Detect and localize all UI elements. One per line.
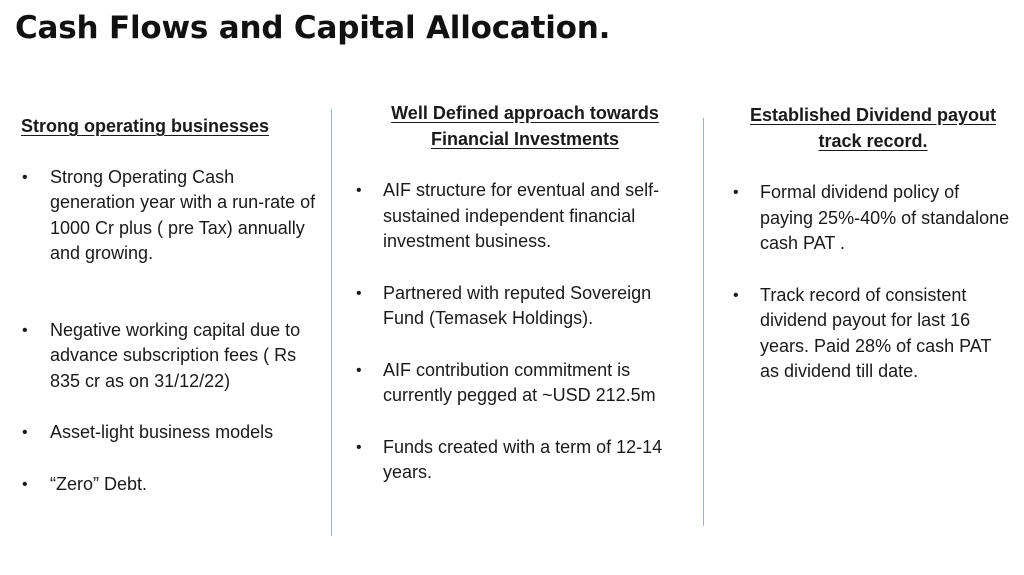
list-item — [21, 420, 321, 446]
list-item-text: AIF contribution commitment is currently pegged at ~USD 212.5m — [383, 359, 656, 405]
list-item-text: AIF structure for eventual and self-sustained independent financial investment business. — [383, 180, 660, 251]
list-item-text: Funds created with a term of 12-14 years. — [383, 436, 663, 482]
bullet-list — [21, 165, 321, 498]
bullet-icon: • — [356, 182, 362, 199]
list-item-text: Formal dividend policy of paying 25%-40% of standalone cash PAT . — [760, 182, 1010, 253]
list-item — [355, 281, 695, 332]
column-heading: Well Defined approach towards Financial Investments — [391, 103, 659, 149]
bullet-icon: • — [733, 286, 739, 304]
list-item — [732, 180, 1014, 257]
bullet-icon: • — [356, 361, 362, 379]
list-item-text: Partnered with reputed Sovereign Fund (Temasek Holdings). — [383, 282, 652, 328]
column-heading: Strong operating businesses — [21, 116, 270, 136]
list-item — [21, 472, 321, 498]
list-item — [355, 358, 695, 409]
slide-title: Cash Flows and Capital Allocation. — [15, 10, 611, 46]
list-item — [21, 165, 321, 267]
bullet-list — [732, 180, 1014, 385]
column-divider — [703, 118, 704, 526]
column-financial-investments — [355, 101, 695, 512]
column-heading: Established Dividend payout track record. — [749, 105, 997, 151]
bullet-icon: • — [356, 284, 362, 302]
list-item — [732, 283, 1014, 385]
column-dividend-payout — [732, 103, 1014, 411]
list-item — [21, 318, 321, 395]
bullet-icon: • — [22, 424, 28, 441]
list-item-text: Negative working capital due to advance subscription fees ( Rs 835 cr as on 31/12/22) — [50, 319, 301, 391]
bullet-icon: • — [22, 168, 28, 186]
list-item-text: Strong Operating Cash generation year with a run-rate of 1000 Cr plus ( pre Tax) annually and growing. — [50, 166, 316, 263]
bullet-icon: • — [22, 475, 28, 493]
list-item — [355, 435, 695, 486]
list-item-text: “Zero” Debt. — [50, 473, 148, 494]
list-item — [355, 178, 695, 255]
column-divider — [331, 109, 332, 536]
bullet-list — [355, 178, 695, 486]
bullet-icon: • — [733, 184, 739, 201]
list-item-text: Track record of consistent dividend payout for last 16 years. Paid 28% of cash PAT as dividend till date. — [760, 284, 992, 381]
bullet-icon: • — [22, 321, 28, 339]
bullet-icon: • — [356, 438, 362, 456]
list-item-text: Asset-light business models — [50, 422, 274, 442]
column-operating-businesses — [21, 114, 321, 497]
